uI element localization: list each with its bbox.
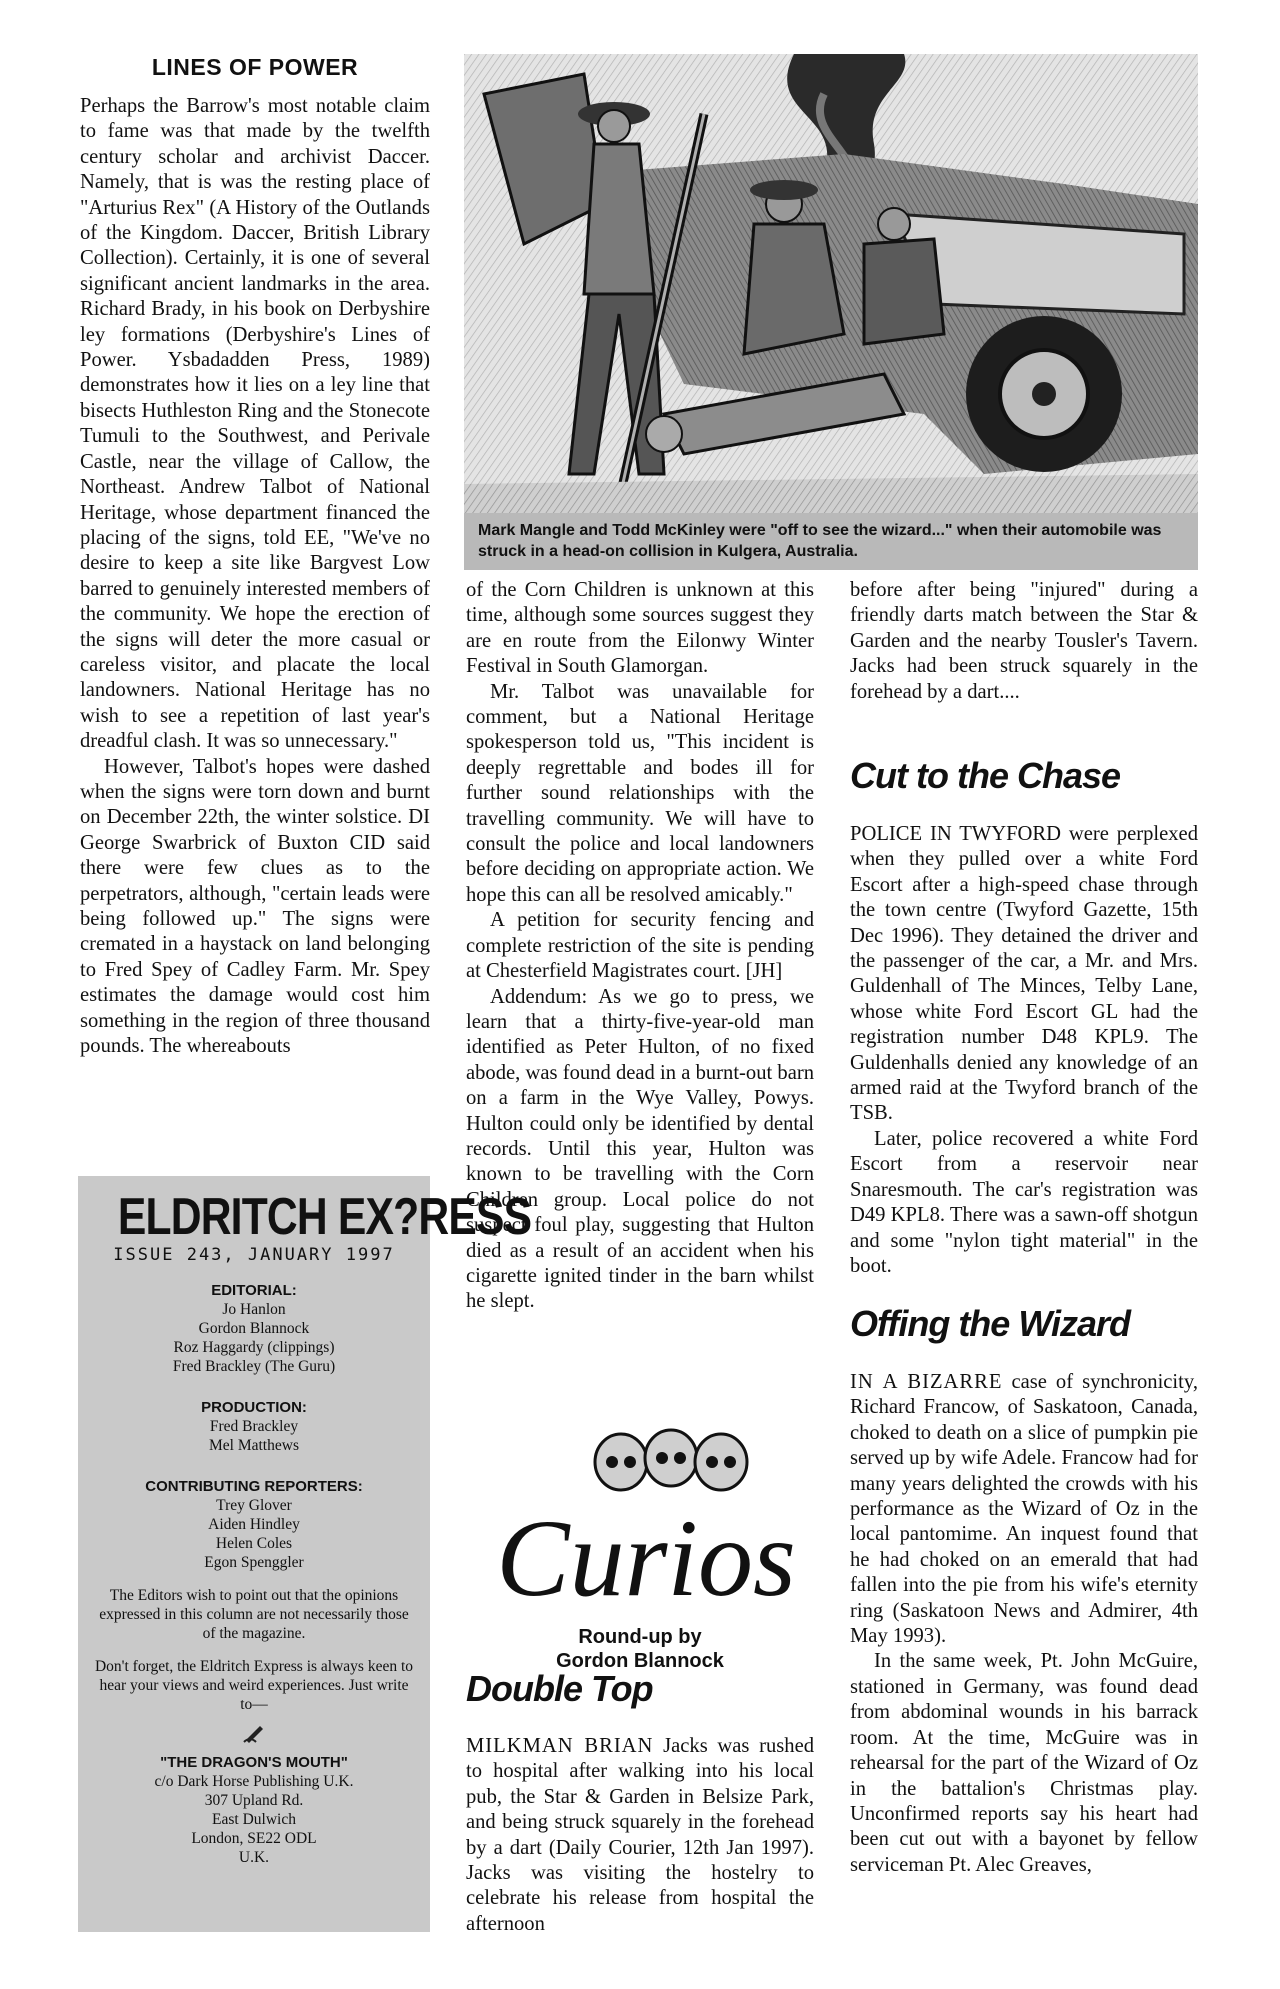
reporters-label: CONTRIBUTING REPORTERS: xyxy=(145,1478,363,1495)
reporter-name: Trey Glover xyxy=(216,1497,292,1514)
double-top-heading: Double Top xyxy=(466,1668,653,1709)
curios-logo xyxy=(466,1420,814,1620)
editorial-name: Fred Brackley (The Guru) xyxy=(172,1358,336,1375)
skulls-icon xyxy=(466,1420,814,1620)
curios-byline xyxy=(466,1625,814,1673)
continued-paragraph-3: A petition for security fencing and complete restriction of the site is pending at Chesterfield Magistrates court. [JH] xyxy=(466,909,814,983)
address-line: U.K. xyxy=(238,1849,270,1866)
production-name: Fred Brackley xyxy=(209,1418,299,1435)
address-line: 307 Upland Rd. xyxy=(204,1792,304,1809)
offing-the-wizard-text: case of synchronicity, Richard Francow, of Saskatoon, Canada, choked to death on a slice of pumpkin pie served up by wife Adele. Francow had for many years delighted the crowds with his performance as the Wizard of Oz in the local pantomime. An inquest found that he had choked on an emerald that had fallen into the pie from his wife's eternity ring (Saskatoon News and Admirer, 4th May 1993). xyxy=(850,1371,1198,1648)
cut-to-the-chase-paragraph-2: Later, police recovered a white Ford Escort from a reservoir near Snaresmouth. The car's registration was D49 KPL8. There was a sawn-off shotgun and some "nylon tight material" in the boot. xyxy=(850,1127,1198,1277)
production-label: PRODUCTION: xyxy=(201,1399,307,1416)
double-top-continued xyxy=(850,578,1198,728)
address-line: London, SE22 ODL xyxy=(191,1830,317,1847)
double-top-text: Jacks was rushed to hospital after walking into his local pub, the Star & Garden in Belsize Park, and being struck squarely in the forehead by a dart (Daily Courier, 12th Jan 1997). Jacks was visiting the hostelry to celebrate his release from hospital the afternoon xyxy=(466,1735,815,1935)
double-top-paragraph xyxy=(466,1734,814,1937)
offing-the-wizard-column xyxy=(850,1370,1198,1935)
address-line: East Dulwich xyxy=(212,1811,296,1828)
editorial-name: Roz Haggardy (clippings) xyxy=(173,1339,335,1356)
write-to-text: Don't forget, the Eldritch Express is always keen to hear your views and weird experiences. Just write to— xyxy=(94,1658,414,1713)
editorial-name: Gordon Blannock xyxy=(198,1320,310,1337)
reporter-name: Egon Spenggler xyxy=(204,1554,304,1571)
continued-paragraph-4: Addendum: As we go to press, we learn that a thirty-five-year-old man identified as Peter Hulton, of no fixed abode, was found dead in a burnt-out barn on a farm in the Wye Valley, Powys. Hulton could only be identified by dental records. Until this year, Hulton was known to be travelling with the Corn Children group. Local police do not suspect foul play, suggesting that Hulton died as a result of an accident when his cigarette ignited tinder in the barn whilst he slept. xyxy=(466,985,814,1313)
car-crash-illustration xyxy=(464,54,1198,570)
cut-to-the-chase-lead: POLICE IN TWYFORD xyxy=(850,823,1062,845)
continued-paragraph-2: Mr. Talbot was unavailable for comment, but a National Heritage spokesperson told us, "This incident is deeply regrettable and bodes ill for further sound relationships with the travelling community. We will have to consult the police and local landowners before deciding on appropriate action. We hope this can all be resolved amicably." xyxy=(466,680,814,906)
production-name: Mel Matthews xyxy=(209,1437,299,1454)
illustration-art xyxy=(464,54,1198,570)
curios-title: Curios xyxy=(496,1497,796,1619)
disclaimer-text: The Editors wish to point out that the opinions expressed in this column are not necessarily those of the magazine. xyxy=(99,1587,409,1642)
continued-paragraph-1: of the Corn Children is unknown at this time, although some sources suggest they are en route from the Eilonwy Winter Festival in South Glamorgan. xyxy=(466,579,814,678)
offing-the-wizard-lead: IN A BIZARRE xyxy=(850,1371,1003,1393)
offing-the-wizard-paragraph-2: In the same week, Pt. John McGuire, stationed in Germany, was found dead from abdominal wounds in his barrack room. At the time, McGuire was in rehearsal for the part of the Wizard of Oz in the battalion's Christmas play. Unconfirmed reports say his heart had been cut out with a bayonet by fellow serviceman Pt. Alec Greaves, xyxy=(850,1650,1198,1876)
offing-the-wizard-heading: Offing the Wizard xyxy=(850,1303,1130,1344)
editorial-name: Jo Hanlon xyxy=(222,1301,286,1318)
address-name: "THE DRAGON'S MOUTH" xyxy=(160,1754,348,1771)
double-top-lead: MILKMAN BRIAN xyxy=(466,1735,654,1757)
lines-of-power-column xyxy=(80,94,430,1169)
lines-of-power-heading: LINES OF POWER xyxy=(151,54,359,80)
masthead-box xyxy=(78,1176,532,1932)
illustration-caption: Mark Mangle and Todd McKinley were "off to see the wizard..." when their automobile was struck in a head-on collision in Kulgera, Australia. xyxy=(464,513,1198,570)
editorial-label: EDITORIAL: xyxy=(211,1282,297,1299)
lines-of-power-paragraph-1: Perhaps the Barrow's most notable claim to fame was that made by the twelfth century scholar and archivist Daccer. Namely, that is was the resting place of "Arturius Rex" (A History of the Outlands of the Kingdom. Daccer, British Library Collection). Certainly, it is one of several significant ancient landmarks in the area. Richard Brady, in his book on Derbyshire ley formations (Derbyshire's Lines of Power. Ysbadadden Press, 1989) demonstrates how it lies on a ley line that bisects Huthleston Ring and the Stonecote Tumuli to the Southwest, and Perivale Castle, near the village of Callow, the Northeast. Andrew Talbot of National Heritage, whose department financed the placing of the signs, told EE, "We've no desire to keep a site like Bargvest Low barred to genuinely interested members of the community. We hope the erection of the signs will deter the more casual or careless visitor, and placate the local landowners. National Heritage has no wish to see a repetition of last year's dreadful clash. It was so unnecessary." xyxy=(80,95,430,753)
offing-the-wizard-paragraph-1 xyxy=(850,1370,1198,1649)
cut-to-the-chase-paragraph-1 xyxy=(850,822,1198,1127)
cut-to-the-chase-column xyxy=(850,822,1198,1282)
reporter-name: Helen Coles xyxy=(215,1535,293,1552)
magazine-masthead: ELDRITCH EX?RESS xyxy=(117,1188,532,1246)
address-line: c/o Dark Horse Publishing U.K. xyxy=(154,1773,354,1790)
issue-line: ISSUE 243, JANUARY 1997 xyxy=(113,1245,395,1265)
double-top-column xyxy=(466,1734,814,1934)
lines-of-power-paragraph-2: However, Talbot's hopes were dashed when the signs were torn down and burnt on December 22th, the winter solstice. DI George Swarbrick of Buxton CID said there were few clues as to the perpetrators, although, "certain leads were being followed up." The signs were cremated in a haystack on land belonging to Fred Spey of Cadley Farm. Mr. Spey estimates the damage would cost him something in the region of three thousand pounds. The whereabouts xyxy=(80,755,430,1058)
byline-line-2: Gordon Blannock xyxy=(556,1650,724,1672)
cut-to-the-chase-text: were perplexed when they pulled over a white Ford Escort after a high-speed chase through the town centre (Twyford Gazette, 15th Dec 1996). They detained the driver and the passenger of the car, a Mr. and Mrs. Guldenhall of The Minces, Telby Lane, whose white Ford Escort GL had the registration number D48 KPL9. The Guldenhalls denied any knowledge of an armed raid at the Twyford branch of the TSB. xyxy=(850,823,1198,1125)
byline-line-1: Round-up by xyxy=(578,1626,702,1648)
continued-column xyxy=(466,578,814,1398)
double-top-continued-text: before after being "injured" during a friendly darts match between the Star & Garden and the nearby Tousler's Tavern. Jacks had been struck squarely in the forehead by a dart.... xyxy=(850,579,1198,703)
pen-hand-icon xyxy=(88,1722,420,1749)
reporter-name: Aiden Hindley xyxy=(208,1516,300,1533)
cut-to-the-chase-heading: Cut to the Chase xyxy=(850,755,1121,796)
